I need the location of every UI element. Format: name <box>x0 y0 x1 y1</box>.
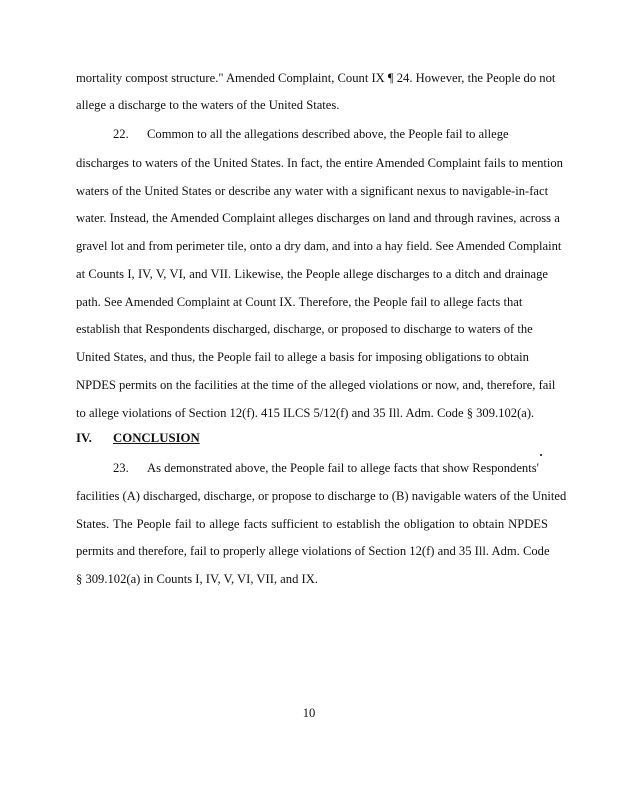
text-line: gravel lot and from perimeter tile, onto a dry dam, and into a hay field. See Amended Complaint <box>76 239 562 253</box>
text-line: path. See Amended Complaint at Count IX. Therefore, the People fail to allege facts that <box>76 295 523 309</box>
paragraph-number: 23. <box>113 461 129 475</box>
stray-mark <box>540 454 542 456</box>
text-line: facilities (A) discharged, discharge, or propose to discharge to (B) navigable waters of the United <box>76 489 567 503</box>
section-heading <box>76 430 548 446</box>
text-line: waters of the United States or describe any water with a significant nexus to navigable-in-fact <box>76 184 549 198</box>
paragraph-23-first-line <box>113 460 548 476</box>
text-span: As demonstrated above, the People fail to allege facts that show Respondents' <box>147 461 539 475</box>
text-line: at Counts I, IV, V, VI, and VII. Likewise, the People allege discharges to a ditch and drainage <box>76 267 548 281</box>
text-line: establish that Respondents discharged, discharge, or proposed to discharge to waters of the <box>76 322 533 336</box>
text-line: water. Instead, the Amended Complaint alleges discharges on land and through ravines, across a <box>76 211 560 225</box>
text-line: United States, and thus, the People fail to allege a basis for imposing obligations to obtain <box>76 350 529 364</box>
text-line: § 309.102(a) in Counts I, IV, V, VI, VII, and IX. <box>76 572 318 586</box>
text-line: to allege violations of Section 12(f). 415 ILCS 5/12(f) and 35 Ill. Adm. Code § 309.102(a). <box>76 406 535 420</box>
text-line: States. The People fail to allege facts sufficient to establish the obligation to obtain NPDES <box>76 517 548 531</box>
page-number: 10 <box>302 706 316 720</box>
section-number: IV. <box>76 431 92 445</box>
section-title: CONCLUSION <box>113 431 200 445</box>
text-span: Common to all the allegations described above, the People fail to allege <box>147 127 509 141</box>
text-line: mortality compost structure." Amended Complaint, Count IX ¶ 24. However, the People do not <box>76 71 556 85</box>
text-line: allege a discharge to the waters of the United States. <box>76 98 340 112</box>
text-line: permits and therefore, fail to properly allege violations of Section 12(f) and 35 Ill. Adm. Code <box>76 544 550 558</box>
text-line: NPDES permits on the facilities at the time of the alleged violations or now, and, therefore, fail <box>76 378 556 392</box>
paragraph-number: 22. <box>113 127 129 141</box>
text-line: discharges to waters of the United States. In fact, the entire Amended Complaint fails to mention <box>76 156 563 170</box>
paragraph-22-first-line <box>113 126 548 142</box>
